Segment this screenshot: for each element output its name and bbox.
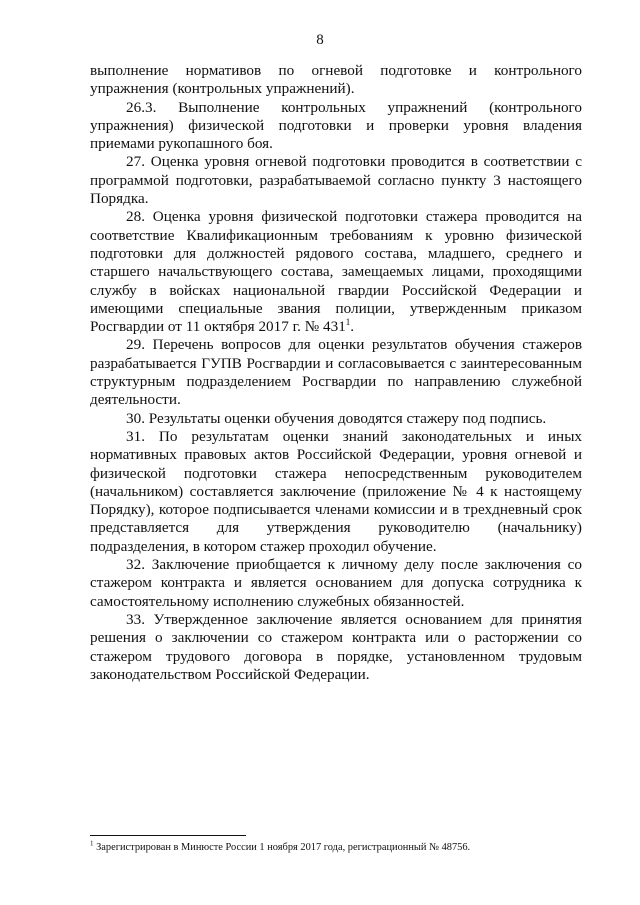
paragraph-32: 32. Заключение приобщается к личному делу после заключения со стажером контракта и является основанием для допуска сотрудника к самостоятельному исполнению служебных обязанностей. — [90, 556, 582, 610]
paragraph-26-3: 26.3. Выполнение контрольных упражнений (контрольного упражнения) физической подготовки и проверки уровня владения приемами рукопашного боя. — [90, 98, 582, 153]
footnote-text: Зарегистрирован в Минюсте России 1 ноября 2017 года, регистрационный № 48756. — [93, 842, 471, 853]
paragraph-28 — [90, 208, 582, 336]
footnote — [90, 841, 582, 854]
paragraph-31: 31. По результатам оценки знаний законодательных и иных нормативных правовых актов Российской Федерации, уровня огневой и физической подготовки стажера непосредственным руководителем (начальником) составляется заключение (приложение № 4 к настоящему Порядку), которое подписывается членами комиссии и в трехдневный срок представляется для утверждения руководителю (начальнику) подразделения, в котором стажер проходил обучение. — [90, 427, 582, 555]
footnote-reference: 1 — [345, 317, 351, 328]
document-body — [90, 62, 582, 684]
footnote-divider — [90, 835, 246, 836]
paragraph-33: 33. Утвержденное заключение является основанием для принятия решения о заключении со стажером контракта или о расторжении со стажером трудового договора в порядке, установленном трудовым законодательством Российской Федерации. — [90, 610, 582, 683]
paragraph-29: 29. Перечень вопросов для оценки результатов обучения стажеров разрабатывается ГУПВ Росгвардии и согласовывается с заинтересованным структурным подразделением Росгвардии по направлению служебной деятельности. — [90, 336, 582, 409]
paragraph-27: 27. Оценка уровня огневой подготовки проводится в соответствии с программой подготовки, разрабатываемой согласно пункту 3 настоящего Порядка. — [90, 153, 582, 208]
paragraph-28-text: 28. Оценка уровня физической подготовки стажера проводится на соответствие Квалификационным требованиям к уровню физической подготовки для должностей рядового состава, младшего, среднего и старшего начальствующего состава, замещаемых лицами, проходящими службу в войсках национальной гвардии Российской Федерации и имеющими специальные звания полиции, утвержденным приказом Росгвардии от 11 октября 2017 г. № 431 — [90, 208, 582, 336]
page-number: 8 — [316, 32, 324, 48]
paragraph-26-2-continuation: выполнение нормативов по огневой подготовке и контрольного упражнения (контрольных упражнений). — [90, 62, 582, 98]
footnote-marker: 1 — [90, 839, 94, 848]
paragraph-30: 30. Результаты оценки обучения доводятся стажеру под подпись. — [126, 409, 547, 427]
paragraph-28-period: . — [350, 318, 355, 336]
